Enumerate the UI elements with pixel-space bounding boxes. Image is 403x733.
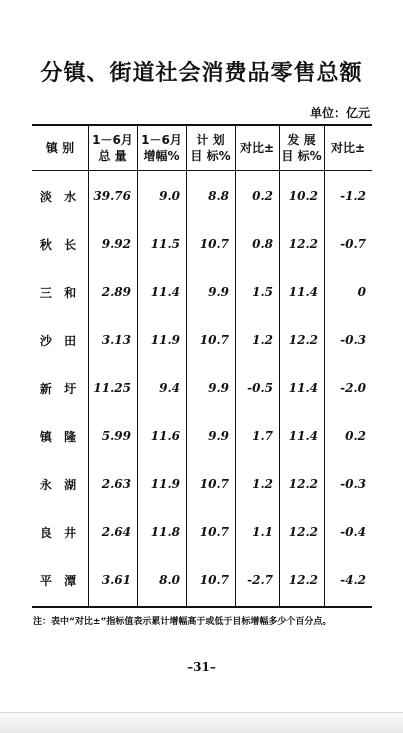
- column-header-line: 镇 别: [45, 141, 75, 155]
- table-row: [32, 316, 372, 364]
- table-row: [32, 220, 372, 268]
- column-header: [32, 126, 88, 170]
- table-bottom-rule: [32, 606, 372, 608]
- value-cell: -4.2: [340, 573, 366, 587]
- table-footnote: 注：表中“对比±”指标值表示累计增幅高于或低于目标增幅多少个百分点。: [33, 617, 332, 627]
- value-cell: -0.3: [340, 477, 366, 491]
- value-cell: 9.0: [159, 189, 180, 203]
- table-row: [32, 364, 372, 412]
- value-cell: 1.5: [252, 285, 273, 299]
- value-cell: 2.63: [101, 477, 131, 491]
- value-cell: 10.7: [199, 477, 229, 491]
- value-cell: 9.9: [208, 429, 229, 443]
- value-cell: 1.2: [252, 333, 273, 347]
- value-cell: 11.8: [150, 525, 180, 539]
- page-title: 分镇、街道社会消费品零售总额: [40, 61, 363, 86]
- value-cell: 0.2: [345, 429, 366, 443]
- column-header-line: 目 标%: [281, 149, 322, 163]
- value-cell: 10.7: [199, 573, 229, 587]
- value-cell: 12.2: [288, 477, 318, 491]
- value-cell: 2.89: [101, 285, 131, 299]
- town-name-cell: 镇 隆: [39, 429, 81, 444]
- value-cell: 11.5: [150, 237, 180, 251]
- value-cell: 1.1: [252, 525, 273, 539]
- value-cell: 39.76: [93, 189, 131, 203]
- value-cell: -0.7: [340, 237, 366, 251]
- value-cell: 1.2: [252, 477, 273, 491]
- value-cell: 8.8: [208, 189, 229, 203]
- value-cell: 9.9: [208, 285, 229, 299]
- column-header-line: 计 划: [196, 133, 225, 147]
- column-header: [324, 126, 372, 170]
- column-header-line: 发 展: [287, 133, 316, 147]
- table-row: [32, 508, 372, 556]
- value-cell: 1.7: [252, 429, 273, 443]
- value-cell: -2.0: [340, 381, 366, 395]
- value-cell: 10.7: [199, 237, 229, 251]
- column-header-line: 1－6月: [92, 133, 133, 147]
- town-name-cell: 永 湖: [39, 477, 81, 492]
- column-header: [279, 126, 324, 170]
- value-cell: 0.8: [252, 237, 273, 251]
- value-cell: 11.9: [150, 333, 180, 347]
- table-row: [32, 412, 372, 460]
- value-cell: 3.61: [101, 573, 131, 587]
- value-cell: 12.2: [288, 237, 318, 251]
- town-name-cell: 良 井: [39, 525, 81, 540]
- value-cell: 11.4: [150, 285, 180, 299]
- table-row: [32, 172, 372, 220]
- value-cell: 12.2: [288, 573, 318, 587]
- column-header-line: 目 标%: [190, 149, 231, 163]
- town-name-cell: 秋 长: [39, 237, 81, 252]
- column-header-line: 1－6月: [141, 133, 182, 147]
- value-cell: 11.4: [288, 381, 318, 395]
- value-cell: 8.0: [159, 573, 180, 587]
- town-name-cell: 新 圩: [39, 381, 81, 396]
- column-header-line: 对比±: [239, 141, 275, 155]
- value-cell: -2.7: [247, 573, 273, 587]
- table-row: [32, 460, 372, 508]
- town-name-cell: 三 和: [39, 285, 81, 300]
- value-cell: 9.4: [159, 381, 180, 395]
- value-cell: -1.2: [340, 189, 366, 203]
- town-name-cell: 平 潭: [39, 573, 81, 588]
- value-cell: 2.64: [101, 525, 131, 539]
- value-cell: 12.2: [288, 333, 318, 347]
- value-cell: 11.9: [150, 477, 180, 491]
- value-cell: 10.7: [199, 333, 229, 347]
- page-edge: [0, 712, 403, 733]
- value-cell: -0.5: [247, 381, 273, 395]
- value-cell: 10.2: [288, 189, 318, 203]
- value-cell: -0.3: [340, 333, 366, 347]
- column-header: [186, 126, 235, 170]
- value-cell: 12.2: [288, 525, 318, 539]
- page-number: –31–: [187, 660, 216, 674]
- value-cell: 3.13: [101, 333, 131, 347]
- column-header-line: 增幅%: [143, 149, 180, 163]
- town-name-cell: 淡 水: [39, 189, 81, 204]
- value-cell: 9.9: [208, 381, 229, 395]
- column-header: [235, 126, 279, 170]
- town-name-cell: 沙 田: [39, 333, 81, 348]
- value-cell: 11.4: [288, 285, 318, 299]
- value-cell: -0.4: [340, 525, 366, 539]
- column-header-line: 对比±: [330, 141, 366, 155]
- column-header-line: 总 量: [98, 149, 127, 163]
- table-header-rule: [32, 170, 372, 171]
- table-row: [32, 556, 372, 604]
- value-cell: 11.25: [93, 381, 131, 395]
- column-header: [137, 126, 186, 170]
- value-cell: 11.6: [150, 429, 180, 443]
- table-row: [32, 268, 372, 316]
- value-cell: 10.7: [199, 525, 229, 539]
- column-header: [88, 126, 137, 170]
- value-cell: 0: [357, 285, 366, 299]
- unit-label: 单位：亿元: [309, 106, 370, 120]
- value-cell: 11.4: [288, 429, 318, 443]
- value-cell: 5.99: [101, 429, 131, 443]
- value-cell: 9.92: [101, 237, 131, 251]
- value-cell: 0.2: [252, 189, 273, 203]
